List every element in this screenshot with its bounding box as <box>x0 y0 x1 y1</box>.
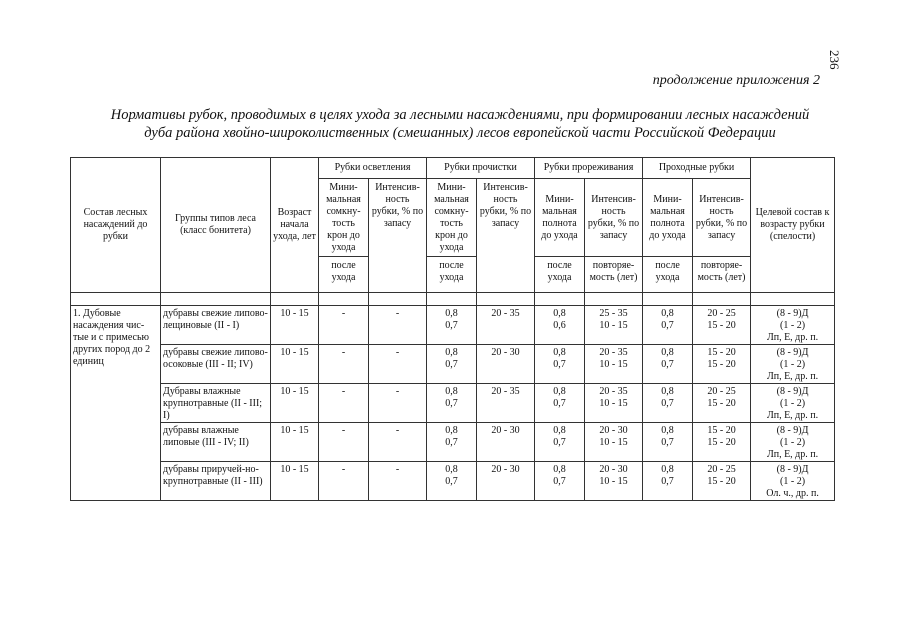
thinning-intensity-cell: 20 - 30 10 - 15 <box>585 423 643 462</box>
header-clearing: Рубки осветления <box>319 158 427 179</box>
passage-intensity-cell: 20 - 25 15 - 20 <box>693 384 751 423</box>
thinning-intensity-cell: 25 - 35 10 - 15 <box>585 306 643 345</box>
header-composition: Состав лесных насаждений до рубки <box>71 158 161 293</box>
clearing-intensity-cell: - <box>369 423 427 462</box>
thinning-intensity-cell: 20 - 35 10 - 15 <box>585 345 643 384</box>
group-cell: Дубравы влажные крупнотравные (II - III; I) <box>161 384 271 423</box>
table-row <box>71 423 835 462</box>
clearing-intensity-cell: - <box>369 345 427 384</box>
cleaning-canopy-cell: 0,8 0,7 <box>427 345 477 384</box>
title-line-2: дуба района хвойно-широколиственных (смешанных) лесов европейской части Российской Федерации <box>144 125 776 141</box>
norms-table <box>70 157 835 501</box>
thinning-intensity-cell: 20 - 30 10 - 15 <box>585 462 643 501</box>
target-cell: (8 - 9)Д (1 - 2) Лп, Е, др. п. <box>751 423 835 462</box>
clearing-canopy-cell: - <box>319 462 369 501</box>
cleaning-canopy-cell: 0,8 0,7 <box>427 384 477 423</box>
header-target: Целевой состав к возрасту рубки (спелости) <box>751 158 835 293</box>
header-min-canopy-2: Мини-мальная сомкну-тость крон до ухода <box>427 179 477 257</box>
clearing-canopy-cell: - <box>319 423 369 462</box>
header-intensity-2: Интенсив-ность рубки, % по запасу <box>477 179 535 293</box>
header-min-canopy-1: Мини-мальная сомкну-тость крон до ухода <box>319 179 369 257</box>
thinning-density-cell: 0,8 0,7 <box>535 384 585 423</box>
target-cell: (8 - 9)Д (1 - 2) Лп, Е, др. п. <box>751 345 835 384</box>
cleaning-canopy-cell: 0,8 0,7 <box>427 306 477 345</box>
passage-intensity-cell: 20 - 25 15 - 20 <box>693 462 751 501</box>
cleaning-canopy-cell: 0,8 0,7 <box>427 423 477 462</box>
header-after-2: после ухода <box>427 257 477 293</box>
thinning-density-cell: 0,8 0,7 <box>535 423 585 462</box>
continuation-label: продолжение приложения 2 <box>652 73 820 88</box>
thinning-intensity-cell: 20 - 35 10 - 15 <box>585 384 643 423</box>
passage-density-cell: 0,8 0,7 <box>643 462 693 501</box>
header-repeat-1: повторяе-мость (лет) <box>585 257 643 293</box>
passage-density-cell: 0,8 0,7 <box>643 306 693 345</box>
table-title <box>70 106 850 142</box>
group-cell: дубравы свежие липово- лещиновые (II - I) <box>161 306 271 345</box>
header-min-density-1: Мини-мальная полнота до ухода <box>535 179 585 257</box>
table-row <box>71 462 835 501</box>
age-cell: 10 - 15 <box>271 462 319 501</box>
passage-density-cell: 0,8 0,7 <box>643 423 693 462</box>
cleaning-intensity-cell: 20 - 30 <box>477 423 535 462</box>
clearing-intensity-cell: - <box>369 462 427 501</box>
clearing-intensity-cell: - <box>369 384 427 423</box>
table-row <box>71 306 835 345</box>
cleaning-intensity-cell: 20 - 30 <box>477 345 535 384</box>
group-cell: дубравы приручей-но-крупнотравные (II - III) <box>161 462 271 501</box>
target-cell: (8 - 9)Д (1 - 2) Ол. ч., др. п. <box>751 462 835 501</box>
age-cell: 10 - 15 <box>271 306 319 345</box>
age-cell: 10 - 15 <box>271 423 319 462</box>
thinning-density-cell: 0,8 0,7 <box>535 462 585 501</box>
thinning-density-cell: 0,8 0,6 <box>535 306 585 345</box>
header-after-4: после ухода <box>643 257 693 293</box>
target-cell: (8 - 9)Д (1 - 2) Лп, Е, др. п. <box>751 384 835 423</box>
clearing-canopy-cell: - <box>319 345 369 384</box>
clearing-canopy-cell: - <box>319 384 369 423</box>
table-row <box>71 345 835 384</box>
passage-density-cell: 0,8 0,7 <box>643 345 693 384</box>
age-cell: 10 - 15 <box>271 345 319 384</box>
age-cell: 10 - 15 <box>271 384 319 423</box>
passage-intensity-cell: 15 - 20 15 - 20 <box>693 423 751 462</box>
table-row <box>71 384 835 423</box>
composition-cell: 1. Дубовые насаждения чис-тые и с примесью других пород до 2 единиц <box>71 306 161 501</box>
header-intensity-3: Интенсив-ность рубки, % по запасу <box>585 179 643 257</box>
header-thinning: Рубки прореживания <box>535 158 643 179</box>
header-after-1: после ухода <box>319 257 369 293</box>
page-number: 236 <box>827 50 842 70</box>
header-forest-groups: Группы типов леса (класс бонитета) <box>161 158 271 293</box>
target-cell: (8 - 9)Д (1 - 2) Лп, Е, др. п. <box>751 306 835 345</box>
header-passage: Проходные рубки <box>643 158 751 179</box>
passage-intensity-cell: 15 - 20 15 - 20 <box>693 345 751 384</box>
cleaning-intensity-cell: 20 - 35 <box>477 306 535 345</box>
clearing-intensity-cell: - <box>369 306 427 345</box>
thinning-density-cell: 0,8 0,7 <box>535 345 585 384</box>
group-cell: дубравы свежие липово-осоковые (III - II; IV) <box>161 345 271 384</box>
title-line-1: Нормативы рубок, проводимых в целях ухода за лесными насаждениями, при формировании лесных насаждений <box>110 107 810 123</box>
group-cell: дубравы влажные липовые (III - IV; II) <box>161 423 271 462</box>
header-start-age: Возраст начала ухода, лет <box>271 158 319 293</box>
clearing-canopy-cell: - <box>319 306 369 345</box>
header-intensity-1: Интенсив-ность рубки, % по запасу <box>369 179 427 293</box>
passage-intensity-cell: 20 - 25 15 - 20 <box>693 306 751 345</box>
header-repeat-2: повторяе-мость (лет) <box>693 257 751 293</box>
header-cleaning: Рубки прочистки <box>427 158 535 179</box>
header-min-density-2: Мини-мальная полнота до ухода <box>643 179 693 257</box>
passage-density-cell: 0,8 0,7 <box>643 384 693 423</box>
header-intensity-4: Интенсив-ность рубки, % по запасу <box>693 179 751 257</box>
cleaning-canopy-cell: 0,8 0,7 <box>427 462 477 501</box>
header-after-3: после ухода <box>535 257 585 293</box>
cleaning-intensity-cell: 20 - 30 <box>477 462 535 501</box>
cleaning-intensity-cell: 20 - 35 <box>477 384 535 423</box>
